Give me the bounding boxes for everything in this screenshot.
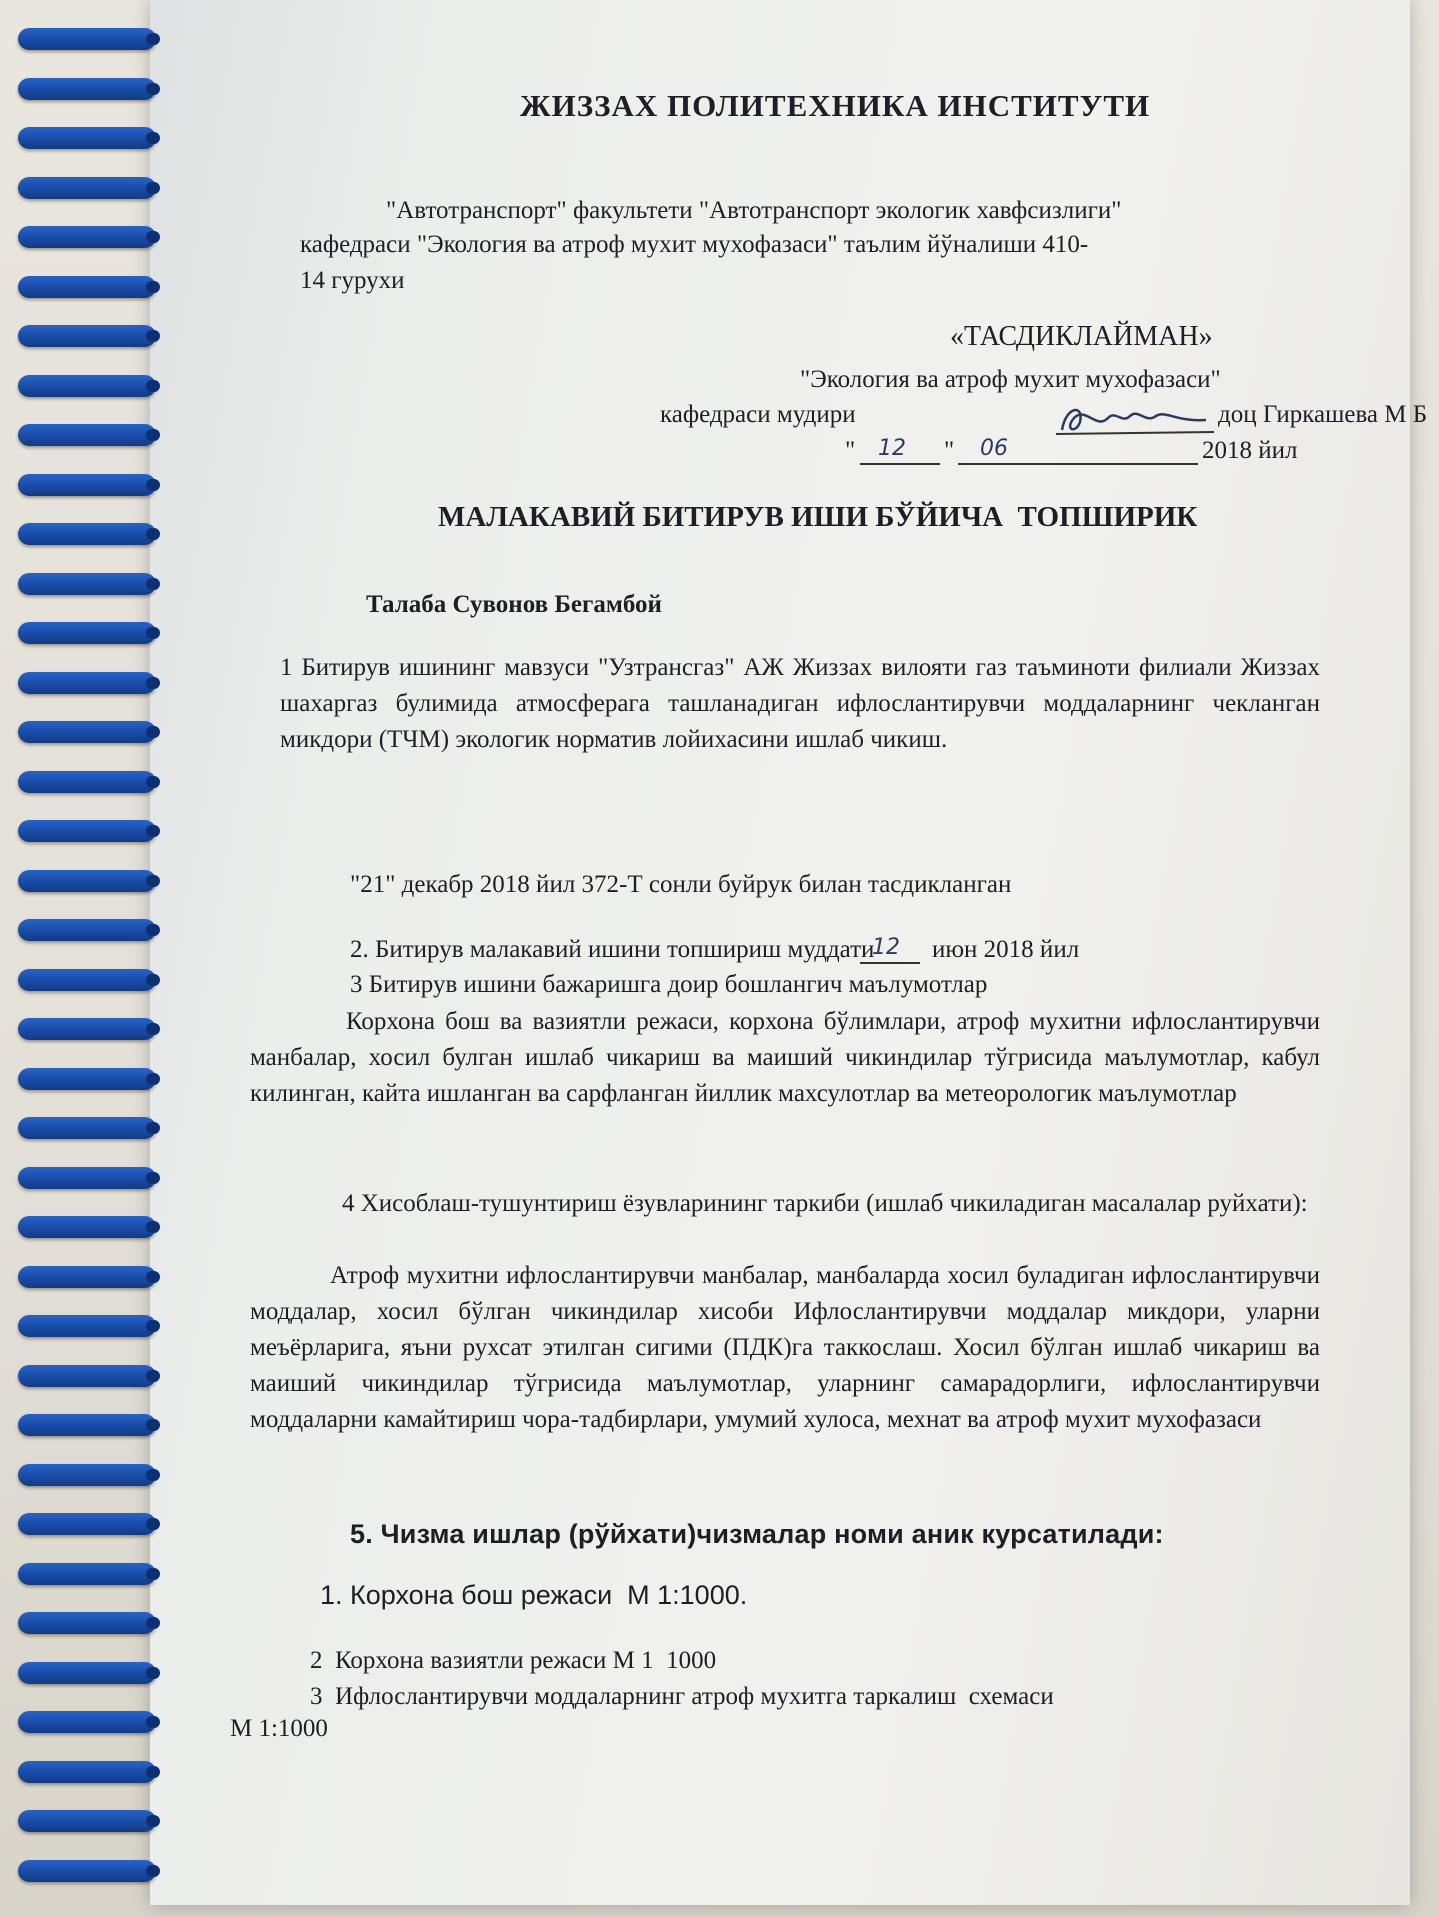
section-2-suffix: июн 2018 йил	[932, 936, 1080, 963]
binding-coil	[18, 1563, 156, 1585]
binding-coil	[18, 424, 156, 446]
approval-title: «ТАСДИКЛАЙМАН»	[950, 321, 1213, 352]
binding-coil	[18, 474, 156, 496]
order-line: "21" декабр 2018 йил 372-Т сонли буйрук билан тасдикланган	[350, 871, 1012, 898]
binding-coil	[18, 1315, 156, 1337]
approval-date-month: 06	[980, 436, 1008, 461]
approval-date-close-quote: "	[944, 437, 955, 464]
binding-coil	[18, 622, 156, 644]
approval-line-2-prefix: кафедраси мудири	[660, 401, 856, 428]
faculty-line-1: "Автотранспорт" факультети "Автотранспорт экологик хавфсизлиги"	[386, 197, 1122, 224]
binding-coil	[18, 523, 156, 545]
binding-coil	[18, 375, 156, 397]
student-name: Талаба Сувонов Бегамбой	[366, 591, 662, 618]
drawing-item-3-scale: М 1:1000	[230, 1715, 328, 1742]
binding-coil	[18, 1612, 156, 1634]
drawing-item-3: 3 Ифлослантирувчи моддаларнинг атроф мухитга таркалиш схемаси	[310, 1683, 1054, 1710]
faculty-line-2: кафедраси "Экология ва атроф мухит мухофазаси" таълим йўналиши 410-	[300, 231, 1089, 258]
binding-coil	[18, 276, 156, 298]
binding-coil	[18, 1167, 156, 1189]
approval-date-day: 12	[878, 436, 906, 461]
faculty-line-3: 14 гурухи	[300, 267, 405, 294]
binding-coil	[18, 969, 156, 991]
document-title: МАЛАКАВИЙ БИТИРУВ ИШИ БЎЙИЧА ТОПШИРИК	[438, 501, 1198, 533]
approval-line-2-suffix: доц Гиркашева М Б	[1218, 401, 1428, 428]
binding-coil	[18, 870, 156, 892]
binding-coil	[18, 919, 156, 941]
section-2-prefix: 2. Битирув малакавий ишини топшириш муддати	[350, 936, 875, 963]
binding-coil	[18, 1513, 156, 1535]
binding-coil	[18, 721, 156, 743]
binding-coil	[18, 127, 156, 149]
approval-date-year: 2018 йил	[1202, 437, 1298, 464]
approval-line-1: "Экология ва атроф мухит мухофазаси"	[800, 366, 1221, 393]
binding-coil	[18, 226, 156, 248]
binding-coil	[18, 1117, 156, 1139]
section-2-day-line	[860, 962, 920, 964]
section-4-body: Атроф мухитни ифлослантирувчи манбалар, манбаларда хосил буладиган ифлослантирувчи моддалар, хосил бўлган чикиндилар хисоби Ифлослантирувчи моддалар микдори, уларни меъёрларига, яъни рухсат этилган сигими (ПДК)га таккослаш. Хосил бўлган ишлаб чикариш ва маиший чикиндилар тўгрисида маълумотлар, уларнинг самарадорлиги, ифлослантирувчи моддаларни камайтириш чора-тадбирлари, умумий хулоса, мехнат ва атроф мухит мухофазаси	[250, 1262, 1320, 1433]
binding-coil	[18, 1018, 156, 1040]
section-2-day: 12	[872, 935, 900, 960]
binding-coil	[18, 28, 156, 50]
document-page	[150, 0, 1428, 1905]
drawing-item-1: 1. Корхона бош режаси М 1:1000.	[320, 1580, 748, 1610]
binding-coil	[18, 1266, 156, 1288]
approval-date-open-quote: "	[845, 437, 856, 464]
spiral-binding	[0, 0, 170, 1917]
binding-coil	[18, 177, 156, 199]
binding-coil	[18, 1860, 156, 1882]
binding-coil	[18, 771, 156, 793]
binding-coil	[18, 78, 156, 100]
section-3-title: 3 Битирув ишини бажаришга доир бошлангич маълумотлар	[350, 971, 988, 998]
binding-coil	[18, 1464, 156, 1486]
head-signature	[1056, 400, 1216, 438]
section-5-title: 5. Чизма ишлар (рўйхати)чизмалар номи аник курсатилади:	[350, 1519, 1164, 1549]
binding-coil	[18, 1662, 156, 1684]
binding-coil	[18, 1216, 156, 1238]
section-4-title: 4 Хисоблаш-тушунтириш ёзувларининг таркиби (ишлаб чикиладиган масалалар руйхати):	[342, 1190, 1308, 1217]
binding-coil	[18, 1414, 156, 1436]
section-3-body: Корхона бош ва вазиятли режаси, корхона бўлимлари, атроф мухитни ифлослантирувчи манбалар, хосил булган ишлаб чикариш ва маиший чикиндилар тўгрисида маълумотлар, кабул килинган, кайта ишланган ва сарфланган йиллик махсулотлар ва метеорологик маълумотлар	[250, 1008, 1320, 1107]
binding-coil	[18, 1068, 156, 1090]
approval-date-month-line	[958, 463, 1198, 465]
institute-title: ЖИЗЗАХ ПОЛИТЕХНИКА ИНСТИТУТИ	[520, 88, 1151, 123]
binding-coil	[18, 1761, 156, 1783]
drawing-item-2: 2 Корхона вазиятли режаси М 1 1000	[310, 1647, 717, 1674]
binding-coil	[18, 820, 156, 842]
binding-coil	[18, 672, 156, 694]
binding-coil	[18, 573, 156, 595]
approval-date-day-line	[860, 463, 940, 465]
binding-coil	[18, 1711, 156, 1733]
section-1-topic: 1 Битирув ишининг мавзуси "Узтрансгаз" АЖ Жиззах вилояти газ таъминоти филиали Жиззах шахаргаз булимида атмосферага ташланадиган ифлослантирувчи моддаларнинг чекланган микдори (ТЧМ) экологик норматив лойихасини ишлаб чикиш.	[280, 654, 1320, 753]
binding-coil	[18, 1365, 156, 1387]
binding-coil	[18, 1810, 156, 1832]
binding-coil	[18, 325, 156, 347]
